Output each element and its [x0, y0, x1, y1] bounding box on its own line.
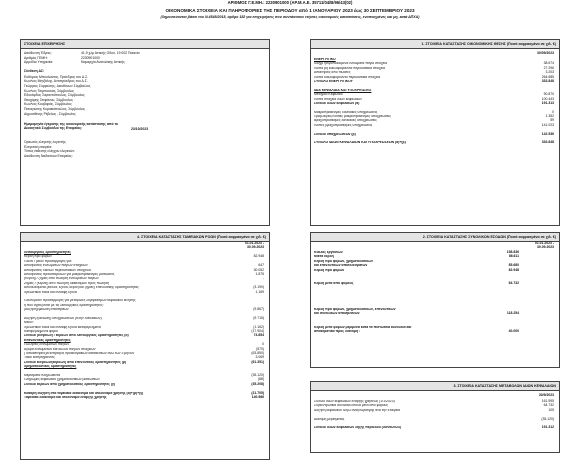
income-col-to: 30.09.2023: [537, 245, 554, 249]
company-section: [20, 39, 270, 226]
equity-body: [311, 400, 559, 431]
company-field-value: 41,9 χλμ Αττικής Οδού, 19 002 Παιανία: [81, 51, 140, 55]
row-value: 191.313: [541, 100, 554, 105]
row-label: Πωλήσεις ενσώματων παγίων: [24, 343, 70, 347]
row-label: ΙΔΙΑ ΚΕΦΑΛΑΙΑ ΚΑΙ ΥΠΟΧΡΕΩΣΕΙΣ: [314, 88, 372, 92]
header-registration: ΑΡΙΘΜΟΣ Γ.Ε.ΜΗ.: 2230901000 (ΑΡ.Μ.Α.Ε. 35711/04/B/96/43(02): [227, 0, 353, 5]
income-col-from: 01.01.2023 -: [534, 241, 554, 245]
cashflow-col-to: 30.09.2023: [247, 245, 264, 249]
row-value: 30.052: [253, 267, 264, 272]
row-label: Ιδιόχρ ησιμοποιούμενα ενσώματα πάγια στοιχεία: [314, 62, 387, 66]
balance-col-date: 30/09/2023: [537, 51, 554, 55]
auditor-field: Διεύθυνση διαδικτύου Εταιρείας:: [24, 154, 73, 158]
cashflow-body: [21, 251, 269, 400]
cashflow-section-title: 4. ΣΤΟΙΧΕΙΑ ΚΑΤΑΣΤΑΣΗΣ ΤΑΜΕΙΑΚΩΝ ΡΟΩΝ (Ποσά εκφρασμένα σε χιλ. €): [21, 233, 269, 242]
table-row: [311, 330, 559, 334]
row-label: Αποτελέσματα (έσοδα, έξοδα, κέρδη και ζημιές) επενδυτικής δραστηριότητας: [24, 286, 139, 290]
row-label: (Τοποθετήσεις)/Εισπράξεις προθεσμιακών καταθέσεων άνω των 3 μηνών: [24, 351, 135, 355]
board-member: Κων/νος Μητζάλης, Αντιπρόεδρος του Δ.Σ.: [24, 79, 88, 84]
balance-section-title: 1. ΣΤΟΙΧΕΙΑ ΚΑΤΑΣΤΑΣΗΣ ΟΙΚΟΝΟΜΙΚΗΣ ΘΕΣΗΣ (Ποσά εκφρασμένα σε χιλ. €): [311, 40, 559, 49]
row-value: 140.986: [251, 394, 264, 399]
row-label: Αποσβέσεις ενσώματων παγίων στοιχείων: [24, 264, 88, 268]
row-label: Κέρδη προ φόρων, χρηματοδοτικών: [314, 259, 373, 263]
row-value: 0: [552, 109, 554, 114]
equity-col-header: [311, 391, 559, 400]
row-label: Κέρδη προ φόρων: [314, 268, 345, 272]
row-label: Σύνολο υποχρεώσεων (β): [314, 132, 356, 136]
row-label: Ζημιές / (Κέρδη) από πώληση διαθέσιμων προς πώληση: [24, 281, 110, 285]
row-label: Μείον:: [24, 321, 34, 325]
row-value: 82.948: [508, 267, 519, 272]
row-label: Σύνολο ιδίων κεφαλαίων λήξης περιόδου (30/09/2023): [314, 426, 401, 430]
row-label: Τόκοι εισπραχθέντες: [24, 356, 55, 360]
row-label: Βραχυπρόθεσμες δανειακές υποχρεώσεις: [314, 119, 377, 123]
company-field-value: Νομαρχία Ανατολικής Αττικής: [81, 60, 125, 65]
row-label: Κέρδη μετά από φόρους: [314, 281, 354, 285]
board-member: Θεοχάρης Στεφάνου, Σύμβουλος: [24, 97, 74, 102]
row-value: 90.870: [543, 92, 554, 97]
row-label: Ταμειακά διαθέσιμα και ισοδύναμα έναρξης χρήσης: [24, 395, 107, 399]
row-label: Επενδυτικές δραστηριότητες: [24, 338, 71, 342]
row-value: (1.162): [253, 324, 264, 329]
row-value: 264.685: [541, 74, 554, 79]
row-value: 141.023: [541, 122, 554, 127]
row-value: 82.948: [253, 254, 264, 259]
row-label: Λειτουργικές δραστηριότητες: [24, 251, 71, 254]
row-value: (21.705): [251, 390, 264, 395]
row-label: Σύνολο (εισροών) / εκροών από λειτουργικές δραστηριότητες (α): [24, 334, 129, 338]
row-label: Αύξηση κεφαλαίου λόγω αναγνωρίσιμης ανά την Εταιρεία: [314, 408, 401, 412]
board-member: Κων/νος Τσιμπουκας, Σύμβουλος: [24, 88, 75, 93]
row-label: ΕΝΕΡΓΗΤΙΚΟ: [314, 58, 336, 61]
approval-date: 23/10/2023: [131, 126, 148, 131]
row-label: Χρεωστικοί τόκοι και συναφή έξοδα καταβεβλημένα: [24, 325, 101, 329]
row-value: (88): [257, 377, 264, 382]
row-label: Πλέον/μείον προσαρμογές για μεταβολές λογαριασμών κεφαλαίου κίνησης: [24, 299, 136, 303]
row-label: Καθαρή αύξηση στα ταμειακά διαθέσιμα και ισοδύναμα χρήσης (α)+(β)+(γ): [24, 391, 144, 395]
row-value: 3.069: [255, 355, 264, 360]
row-value: 118.254: [506, 311, 519, 316]
company-body: [21, 49, 269, 225]
table-row: [21, 396, 269, 400]
auditor-field: Τύπος έκθεσης ελέγχου ελεγκτών:: [24, 149, 75, 154]
row-label: και συνολικών αποσβέσεων: [314, 312, 360, 316]
auditor-field: Ελεγκτική εταιρεία:: [24, 144, 53, 149]
row-label: Μακροπρόθεσμες δανειακές υποχρεώσεις: [314, 110, 378, 114]
board-member: Γεώργιος Συρριώτης, Διευθύνων Σύμβουλος: [24, 84, 91, 88]
table-row: [311, 141, 559, 145]
row-label: Χρηματοδοτικές δραστηριότητες: [24, 365, 77, 369]
row-value: 1.352: [545, 114, 554, 119]
row-label: Διανομή μερίσματος: [314, 417, 345, 421]
row-label: Μετοχικό Κεφάλαιο: [314, 93, 343, 97]
row-label: Συγκεντρωτικά συνολικά έσοδα μετά από φόρους: [314, 404, 388, 408]
row-value: 333.848: [541, 78, 554, 83]
board-member: Δημοσθένης Ρέβελας , Σύμβουλος: [24, 111, 76, 116]
row-value: 85.680: [508, 263, 519, 268]
row-label: Αύξηση /(Μείωση) υποχρεώσεων (πλην δανειακών): [24, 316, 102, 320]
row-label: Σύνολο ιδίων κεφαλαίων έναρξης χρήσεως (1/1/2023): [314, 400, 395, 403]
income-col-header: [311, 242, 559, 251]
row-label: Πλέον / μείον προσαρμογές για:: [24, 259, 72, 263]
row-value: 161.595: [541, 399, 554, 403]
row-value: 647: [258, 263, 264, 268]
balance-section: [310, 39, 560, 226]
row-label: Λοιπά μη κυκλοφορούντα περιουσιακά στοιχεία: [314, 66, 385, 70]
row-value: 86.611: [508, 254, 519, 259]
company-field-value: 2230901000: [81, 55, 100, 60]
row-value: 64.732: [543, 403, 554, 408]
row-value: (63.850): [251, 350, 264, 355]
row-value: (3.190): [253, 285, 264, 290]
row-value: (17.904): [251, 329, 264, 334]
row-value: 333.848: [541, 140, 554, 145]
auditor-field: Ορκωτός ελεγκτής λογιστής:: [24, 140, 67, 145]
equity-section-title: 3. ΣΤΟΙΧΕΙΑ ΚΑΤΑΣΤΑΣΗΣ ΜΕΤΑΒΟΛΩΝ ΙΔΙΩΝ ΚΕΦΑΛΑΙΩΝ: [311, 382, 559, 391]
row-value: (35.120): [251, 372, 264, 377]
header-subtitle: (δημοσιεύονται βάσει του Ν.4548/2018, άρθρο 182 για επιχειρήσεις που συντάσσουν ετήσιες οικονομικές καταστάσεις, ενοποιημένες και μη, κατά ΔΠΧΑ): [160, 15, 420, 19]
row-label: Καταβεβλημένοι φόροι: [24, 330, 58, 334]
row-value: 59: [550, 118, 554, 123]
row-value: 40.000: [508, 329, 519, 334]
row-value: 3.203: [545, 70, 554, 75]
equity-col-date: 30/9/2023: [538, 393, 554, 397]
board-member: Κων/νος Κουβαράς, Σύμβουλος: [24, 102, 72, 107]
row-label: (Αύξηση)/μείωση απαιτήσεων: [24, 308, 69, 312]
row-value: 191.312: [541, 425, 554, 430]
row-value: 105: [548, 407, 554, 412]
income-section: [310, 232, 560, 368]
company-section-title: ΣΤΟΙΧΕΙΑ ΕΠΙΧΕΙΡΗΣΗΣ: [21, 40, 269, 49]
row-value: 38.674: [543, 61, 554, 66]
row-value: 158.836: [506, 250, 519, 254]
row-label: Κύκλος εργασιών: [314, 251, 343, 254]
row-label: Απαιτήσεις από πελάτες: [314, 71, 351, 75]
company-field-label: Αρμόδια Υπηρεσία:: [24, 60, 54, 65]
cashflow-col-header: [21, 242, 269, 251]
row-value: 100.443: [541, 96, 554, 101]
row-label: Λοιπές βραχυπρόθεσμες υποχρεώσεις: [314, 123, 373, 127]
income-body: [311, 251, 559, 334]
row-label: ή που σχετίζονται με τις λειτουργικές δραστηριότητες:: [24, 303, 104, 307]
row-value: 27.296: [543, 65, 554, 70]
board-member: Ευθύμιος Μπουλούτας, Πρόεδρος του Δ.Σ.: [24, 74, 89, 79]
row-label: ΣΥΝΟΛΟ ΕΝΕΡΓΗΤΙΚΟΥ: [314, 79, 353, 83]
row-label: Κέρδη μετά φόρων μεριμένα κατά τα πιστωτικά κονδύλια και: [314, 325, 412, 329]
row-value: 1.169: [255, 289, 264, 294]
row-label: Χρεωστικοί τόκοι και συναφή έξοδα: [24, 290, 77, 294]
row-value: (570): [256, 346, 264, 351]
row-value: -: [262, 276, 264, 281]
row-label: Κέρδη προ φόρων, χρηματοδοτικών, επενδυτικών: [314, 308, 396, 312]
row-label: (Κέρδη) / ζημιές από πώληση ενσώματων παγίων: [24, 277, 99, 281]
row-label: Αποσβέσεις δικ/των περιουσιακών στοιχείων: [24, 268, 92, 272]
row-label: Λοιπά στοιχεία ιδίων κεφαλαίων: [314, 97, 362, 101]
row-label: Αποσβέσεις προκαταβολών για μακροπρόθεσμες μισθώσεις: [24, 272, 115, 276]
approval-label: Ημερομηνία έγκρισης της οικονομικής κατάστασης από το Διοικητικό Συμβούλιο της Εταιρείας:: [24, 122, 119, 131]
row-label: Μερίσματα πληρωθέντα: [24, 373, 61, 377]
row-value: 0: [262, 342, 264, 347]
row-label: Σύνολο εκροών από χρηματοδοτικές δραστηριότητες (γ): [24, 382, 115, 386]
board-member: Εδουάρδος Σαραντόπουλος, Σύμβουλος: [24, 93, 85, 98]
header-title: ΟΙΚΟΝΟΜΙΚΑ ΣΤΟΙΧΕΙΑ ΚΑΙ ΠΛΗΡΟΦΟΡΙΕΣ ΤΗΣ ΠΕΡΙΟΔΟΥ από 1 ΙΑΝΟΥΑΡΙΟΥ 2023 έως 30 ΣΕΠΤΕΜΒΡΙΟΥ 2023: [165, 8, 415, 13]
row-label: Αγορά ενσώματων και άυλων πάγιων στοιχείων: [24, 347, 96, 351]
row-label: Κέρδη προ φόρων: [24, 255, 52, 259]
cashflow-col-from: 01.01.2023 -: [244, 241, 264, 245]
board-member: Παναγιώτης Κυριακόπουλος, Σύμβουλος: [24, 107, 85, 111]
row-label: ΣΥΝΟΛΟ ΙΔΙΩΝ ΚΕΦΑΛΑΙΩΝ ΚΑΙ ΥΠΟΧΡΕΩΣΕΩΝ (α)+(β): [314, 141, 406, 145]
row-value: 64.732: [508, 280, 519, 285]
row-value: (9.715): [253, 315, 264, 320]
row-label: Λοιπά κυκλοφορούντα περιουσιακά στοιχεία: [314, 75, 381, 79]
row-value: (61.351): [251, 359, 264, 364]
balance-body: [311, 58, 559, 146]
row-label: αποθεματικά προς διανομή :: [314, 330, 361, 334]
company-field-label: Αριθμός ΓΕΜΗ:: [24, 55, 48, 60]
income-section-title: 2. ΣΤΟΙΧΕΙΑ ΚΑΤΑΣΤΑΣΗΣ ΣΥΝΟΛΙΚΩΝ ΕΣΟΔΩΝ (Ποσά εκφρασμένα σε χιλ. €): [311, 233, 559, 242]
row-value: (35.208): [251, 381, 264, 386]
table-row: [311, 426, 559, 430]
row-label: Πληρωμές κεφαλαίου χρηματοδοτικών μισθώσεων: [24, 378, 100, 382]
row-label: και επενδυτικών αποτελεσμάτων: [314, 264, 368, 268]
row-label: Σύνολο εισροών/(εκροών) από επενδυτικές δραστηριότητες (β): [24, 360, 127, 364]
row-value: (9.867): [253, 307, 264, 312]
equity-section: [310, 381, 560, 453]
row-label: Προβλέψεις/Λοιπές μακροπρόθεσμες υποχρεώσεις: [314, 115, 391, 119]
row-value: 1.875: [255, 271, 264, 276]
company-field-label: Διεύθυνση Έδρας:: [24, 51, 52, 55]
board-title: Σύνθεση ΔΣ:: [24, 68, 45, 73]
row-value: (35.120): [541, 416, 554, 421]
row-label: Μικτά κέρδη: [314, 255, 334, 259]
cashflow-section: [20, 232, 270, 460]
balance-col-header: [311, 49, 559, 58]
row-value: 142.536: [541, 131, 554, 136]
row-value: 74.854: [253, 333, 264, 338]
row-label: Σύνολο ιδίων κεφαλαίων (α): [314, 101, 360, 105]
